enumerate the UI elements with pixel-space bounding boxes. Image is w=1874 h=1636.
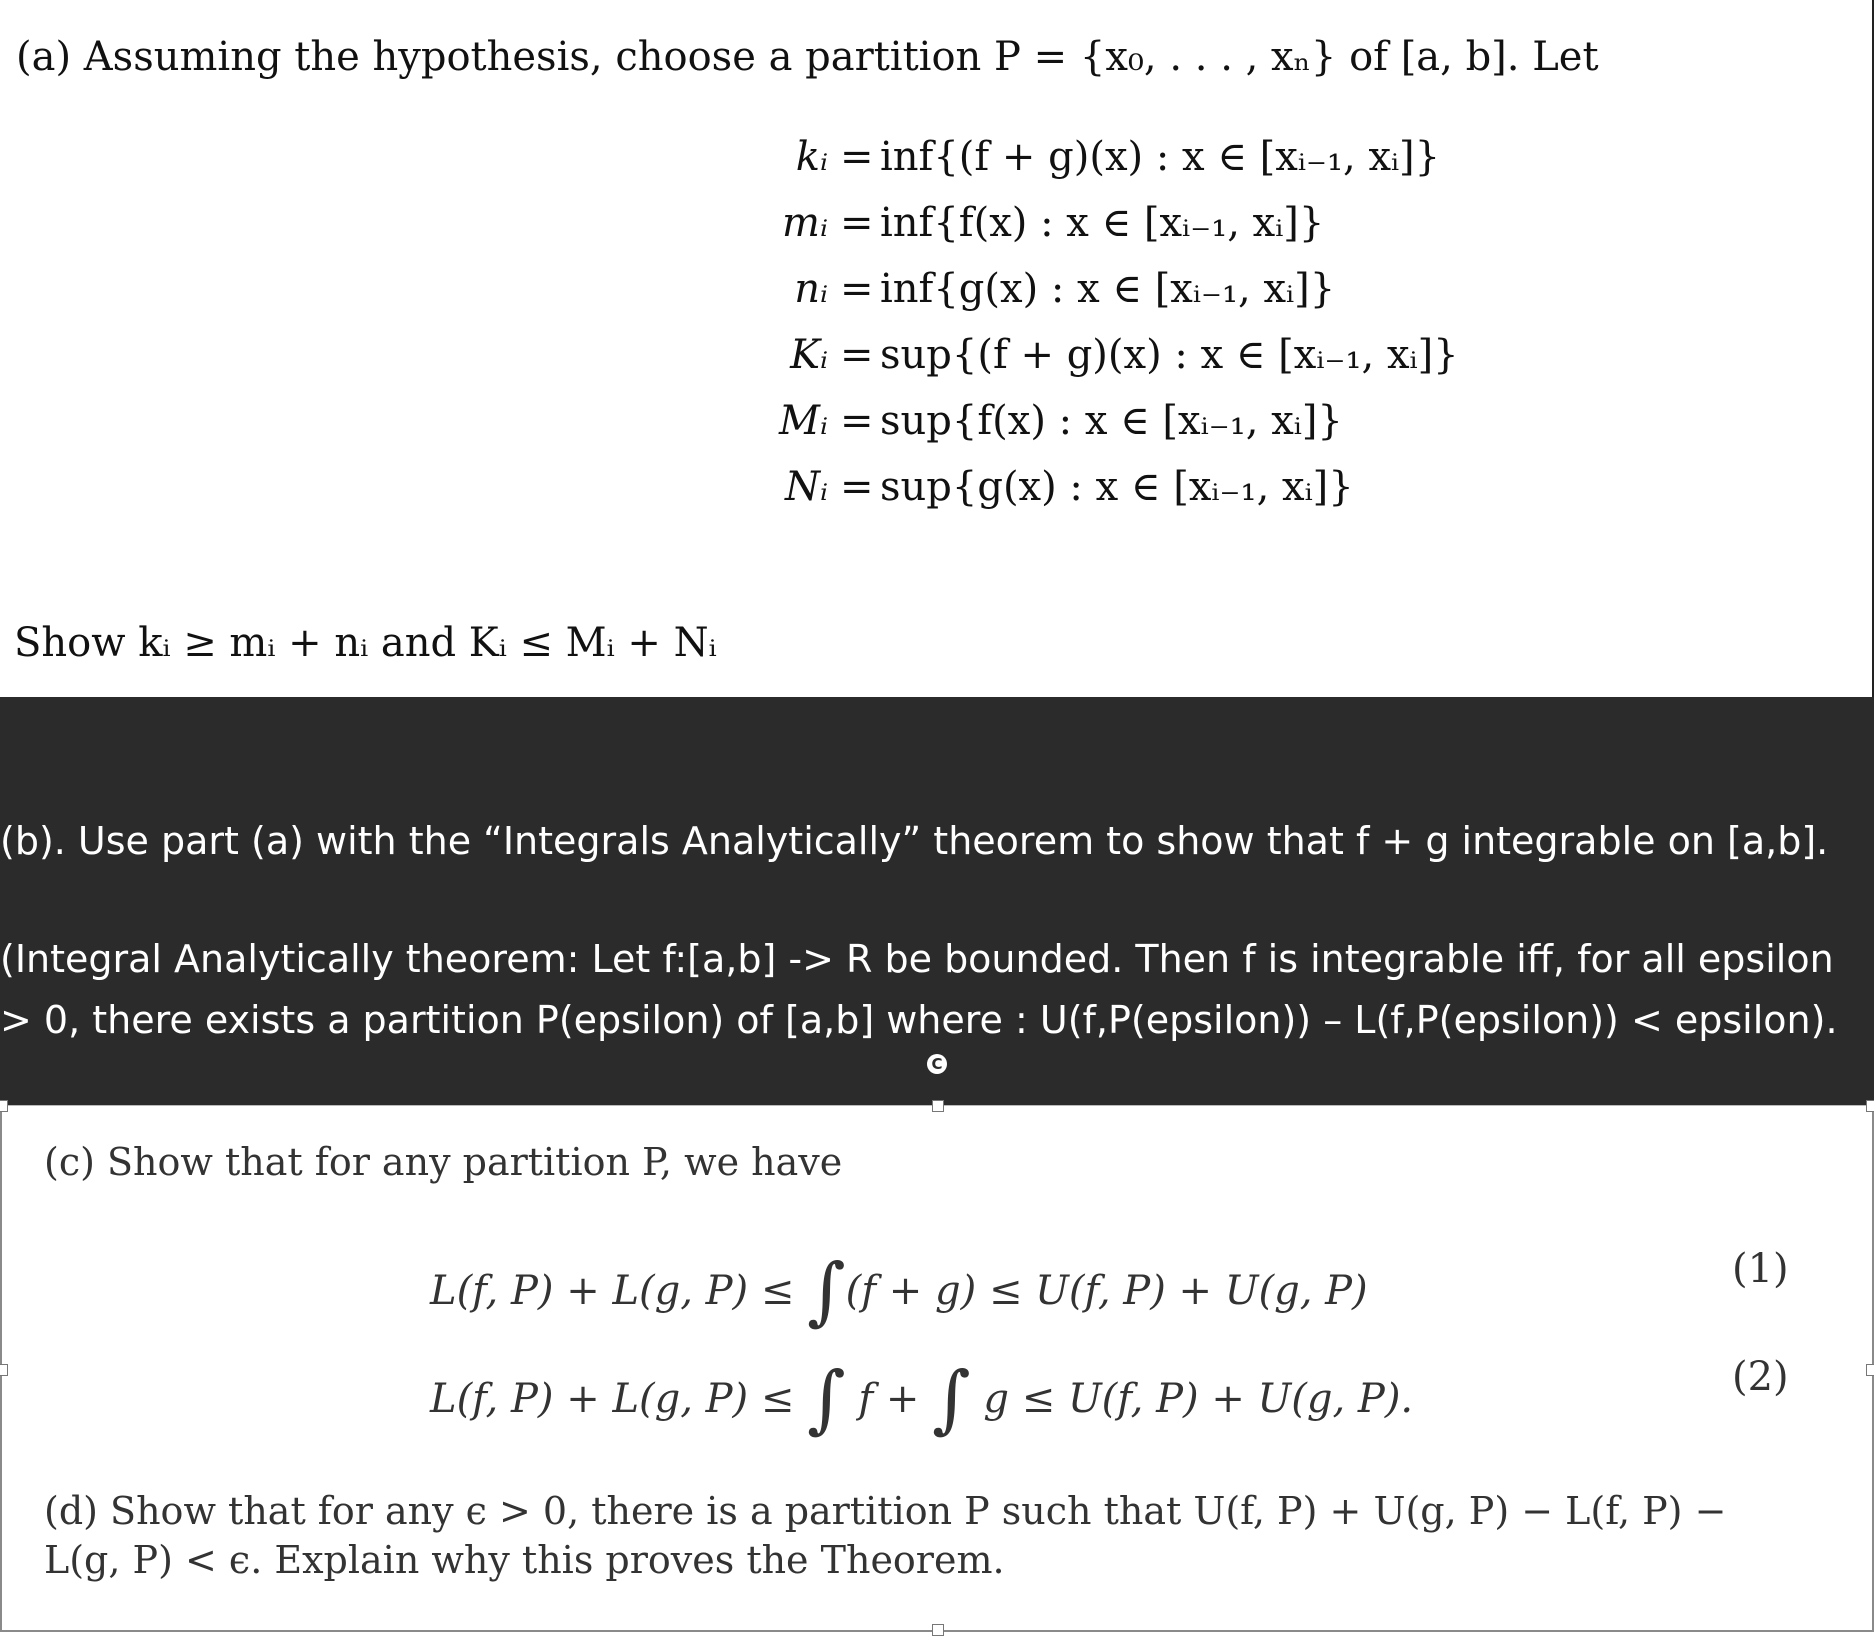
definition-equals: = [840, 200, 874, 246]
resize-handle-middle-right[interactable] [1866, 1364, 1874, 1376]
definition-row [440, 134, 1441, 194]
definition-row [440, 464, 1354, 524]
definition-row [440, 200, 1340, 260]
equation-2 [430, 1344, 1414, 1442]
definition-row [440, 398, 1343, 458]
definition-rhs: sup{f(x) : x ∈ [xᵢ₋₁, xᵢ]} [880, 398, 1343, 444]
resize-handle-bottom-center[interactable] [932, 1624, 944, 1636]
equation-2-mid: f + [845, 1376, 933, 1422]
equation-2-right: g ≤ U(f, P) + U(g, P). [970, 1376, 1414, 1422]
resize-handle-top-left[interactable] [0, 1100, 8, 1112]
theorem-line-1: (Integral Analytically theorem: Let f:[a,b] -> R be bounded. Then f is integrable iff, for all epsilon [0, 937, 1834, 981]
definition-lhs: Mᵢ [778, 398, 828, 444]
definition-lhs: Kᵢ [790, 332, 828, 378]
definition-equals: = [840, 464, 874, 510]
part-c-d-image[interactable] [0, 1105, 1874, 1632]
definition-rhs: inf{g(x) : x ∈ [xᵢ₋₁, xᵢ]} [880, 266, 1336, 312]
part-d-line-1: (d) Show that for any ϵ > 0, there is a partition P such that U(f, P) + U(g, P) − L(f, P) − [44, 1489, 1727, 1533]
definition-lhs: kᵢ [795, 134, 828, 180]
resize-handle-top-right[interactable] [1866, 1100, 1874, 1112]
part-a-intro: (a) Assuming the hypothesis, choose a partition P = {x₀, . . . , xₙ} of [a, b]. Let [16, 34, 1599, 80]
definition-lhs: mᵢ [782, 200, 828, 246]
integral-sign: ∫ [932, 1356, 971, 1442]
definition-row [440, 332, 1459, 392]
part-b-panel [0, 697, 1874, 1105]
definition-equals: = [840, 134, 874, 180]
definition-rhs: sup{(f + g)(x) : x ∈ [xᵢ₋₁, xᵢ]} [880, 332, 1459, 378]
grammar-check-icon[interactable]: C [927, 1054, 947, 1074]
integral-sign: ∫ [807, 1356, 846, 1442]
definition-equals: = [840, 332, 874, 378]
part-d-line-2: L(g, P) < ϵ. Explain why this proves the Theorem. [44, 1538, 1005, 1582]
definition-equals: = [840, 398, 874, 444]
part-a-panel [0, 0, 1874, 697]
equation-2-left: L(f, P) + L(g, P) ≤ [430, 1376, 808, 1422]
resize-handle-top-center[interactable] [932, 1100, 944, 1112]
definition-lhs: Nᵢ [784, 464, 828, 510]
equation-1-number: (1) [1732, 1246, 1789, 1292]
definition-rhs: inf{f(x) : x ∈ [xᵢ₋₁, xᵢ]} [880, 200, 1325, 246]
definition-lhs: nᵢ [794, 266, 828, 312]
part-a-task: Show kᵢ ≥ mᵢ + nᵢ and Kᵢ ≤ Mᵢ + Nᵢ [14, 620, 717, 666]
equation-1-right: (f + g) ≤ U(f, P) + U(g, P) [845, 1268, 1368, 1314]
equation-2-number: (2) [1732, 1354, 1789, 1400]
integral-sign: ∫ [807, 1248, 846, 1334]
definition-equals: = [840, 266, 874, 312]
definition-row [440, 266, 1340, 326]
definition-rhs: sup{g(x) : x ∈ [xᵢ₋₁, xᵢ]} [880, 464, 1354, 510]
definition-rhs: inf{(f + g)(x) : x ∈ [xᵢ₋₁, xᵢ]} [880, 134, 1441, 180]
part-c-intro: (c) Show that for any partition P, we have [44, 1140, 843, 1184]
resize-handle-middle-left[interactable] [0, 1364, 8, 1376]
theorem-line-2: > 0, there exists a partition P(epsilon) of [a,b] where : U(f,P(epsilon)) – L(f,P(epsilon)) < epsilon). [0, 998, 1838, 1042]
equation-1 [430, 1236, 1368, 1334]
part-b-question: (b). Use part (a) with the “Integrals Analytically” theorem to show that f + g integrable on [a,b]. [0, 819, 1829, 863]
equation-1-left: L(f, P) + L(g, P) ≤ [430, 1268, 808, 1314]
